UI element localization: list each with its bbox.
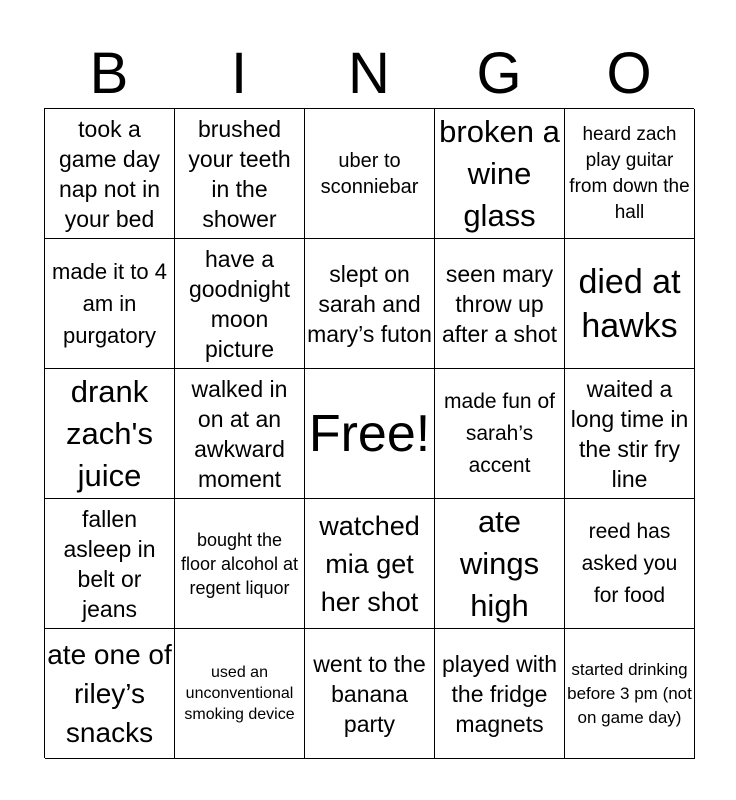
free-space-text: Free! (308, 404, 431, 463)
bingo-cell[interactable] (45, 499, 175, 629)
header-letter-i: I (230, 41, 248, 106)
cell-text: heard zach play guitar from down the hall (569, 123, 690, 223)
bingo-cell[interactable] (175, 109, 305, 239)
header-letter-b: B (89, 41, 129, 106)
bingo-cell[interactable] (435, 499, 565, 629)
cell-text: reed has asked you for food (581, 519, 678, 607)
bingo-cell[interactable] (175, 499, 305, 629)
bingo-cell[interactable] (305, 109, 435, 239)
bingo-cell[interactable] (305, 499, 435, 629)
bingo-cell[interactable] (45, 109, 175, 239)
cell-text: brushed your teeth in the shower (188, 115, 291, 232)
bingo-cell[interactable] (565, 499, 695, 629)
bingo-cell[interactable] (435, 369, 565, 499)
cell-text: used an unconventional smoking device (184, 664, 295, 723)
header-letter-o: O (606, 41, 652, 106)
bingo-cell[interactable] (45, 629, 175, 759)
cell-text: played with the fridge magnets (441, 650, 558, 737)
bingo-cell[interactable] (435, 109, 565, 239)
header-letter-g: G (476, 41, 522, 106)
bingo-cell[interactable] (565, 109, 695, 239)
cell-text: bought the floor alcohol at regent liquor (180, 529, 299, 598)
cell-text: slept on sarah and mary’s futon (307, 260, 432, 347)
bingo-cell[interactable] (175, 369, 305, 499)
bingo-cell[interactable] (45, 239, 175, 369)
bingo-grid (44, 108, 694, 758)
cell-text: waited a long time in the stir fry line (570, 375, 689, 492)
cell-text: took a game day nap not in your bed (58, 115, 161, 232)
bingo-cell[interactable] (175, 239, 305, 369)
cell-text: fallen asleep in belt or jeans (63, 505, 156, 622)
bingo-cell[interactable] (45, 369, 175, 499)
cell-text: drank zach's juice (66, 373, 153, 493)
header-letter-n: N (348, 41, 390, 106)
bingo-header (44, 40, 694, 108)
cell-text: have a goodnight moon picture (188, 245, 291, 362)
cell-text: ate wings high (459, 503, 540, 623)
cell-text: died at hawks (578, 262, 681, 345)
cell-text: ate one of riley’s snacks (47, 639, 172, 748)
free-space-cell[interactable] (305, 369, 435, 499)
bingo-cell[interactable] (565, 239, 695, 369)
cell-text: broken a wine glass (439, 113, 560, 233)
cell-text: made fun of sarah’s accent (444, 389, 555, 477)
bingo-cell[interactable] (565, 369, 695, 499)
bingo-cell[interactable] (305, 239, 435, 369)
cell-text: started drinking before 3 pm (not on game day) (567, 659, 692, 727)
bingo-cell[interactable] (435, 629, 565, 759)
cell-text: uber to sconniebar (320, 149, 419, 198)
cell-text: seen mary throw up after a shot (441, 260, 558, 347)
cell-text: made it to 4 am in purgatory (52, 258, 167, 348)
cell-text: watched mia get her shot (319, 510, 420, 617)
cell-text: walked in on at an awkward moment (191, 375, 288, 492)
bingo-cell[interactable] (565, 629, 695, 759)
cell-text: went to the banana party (313, 650, 426, 737)
bingo-cell[interactable] (305, 629, 435, 759)
bingo-cell[interactable] (175, 629, 305, 759)
bingo-cell[interactable] (435, 239, 565, 369)
